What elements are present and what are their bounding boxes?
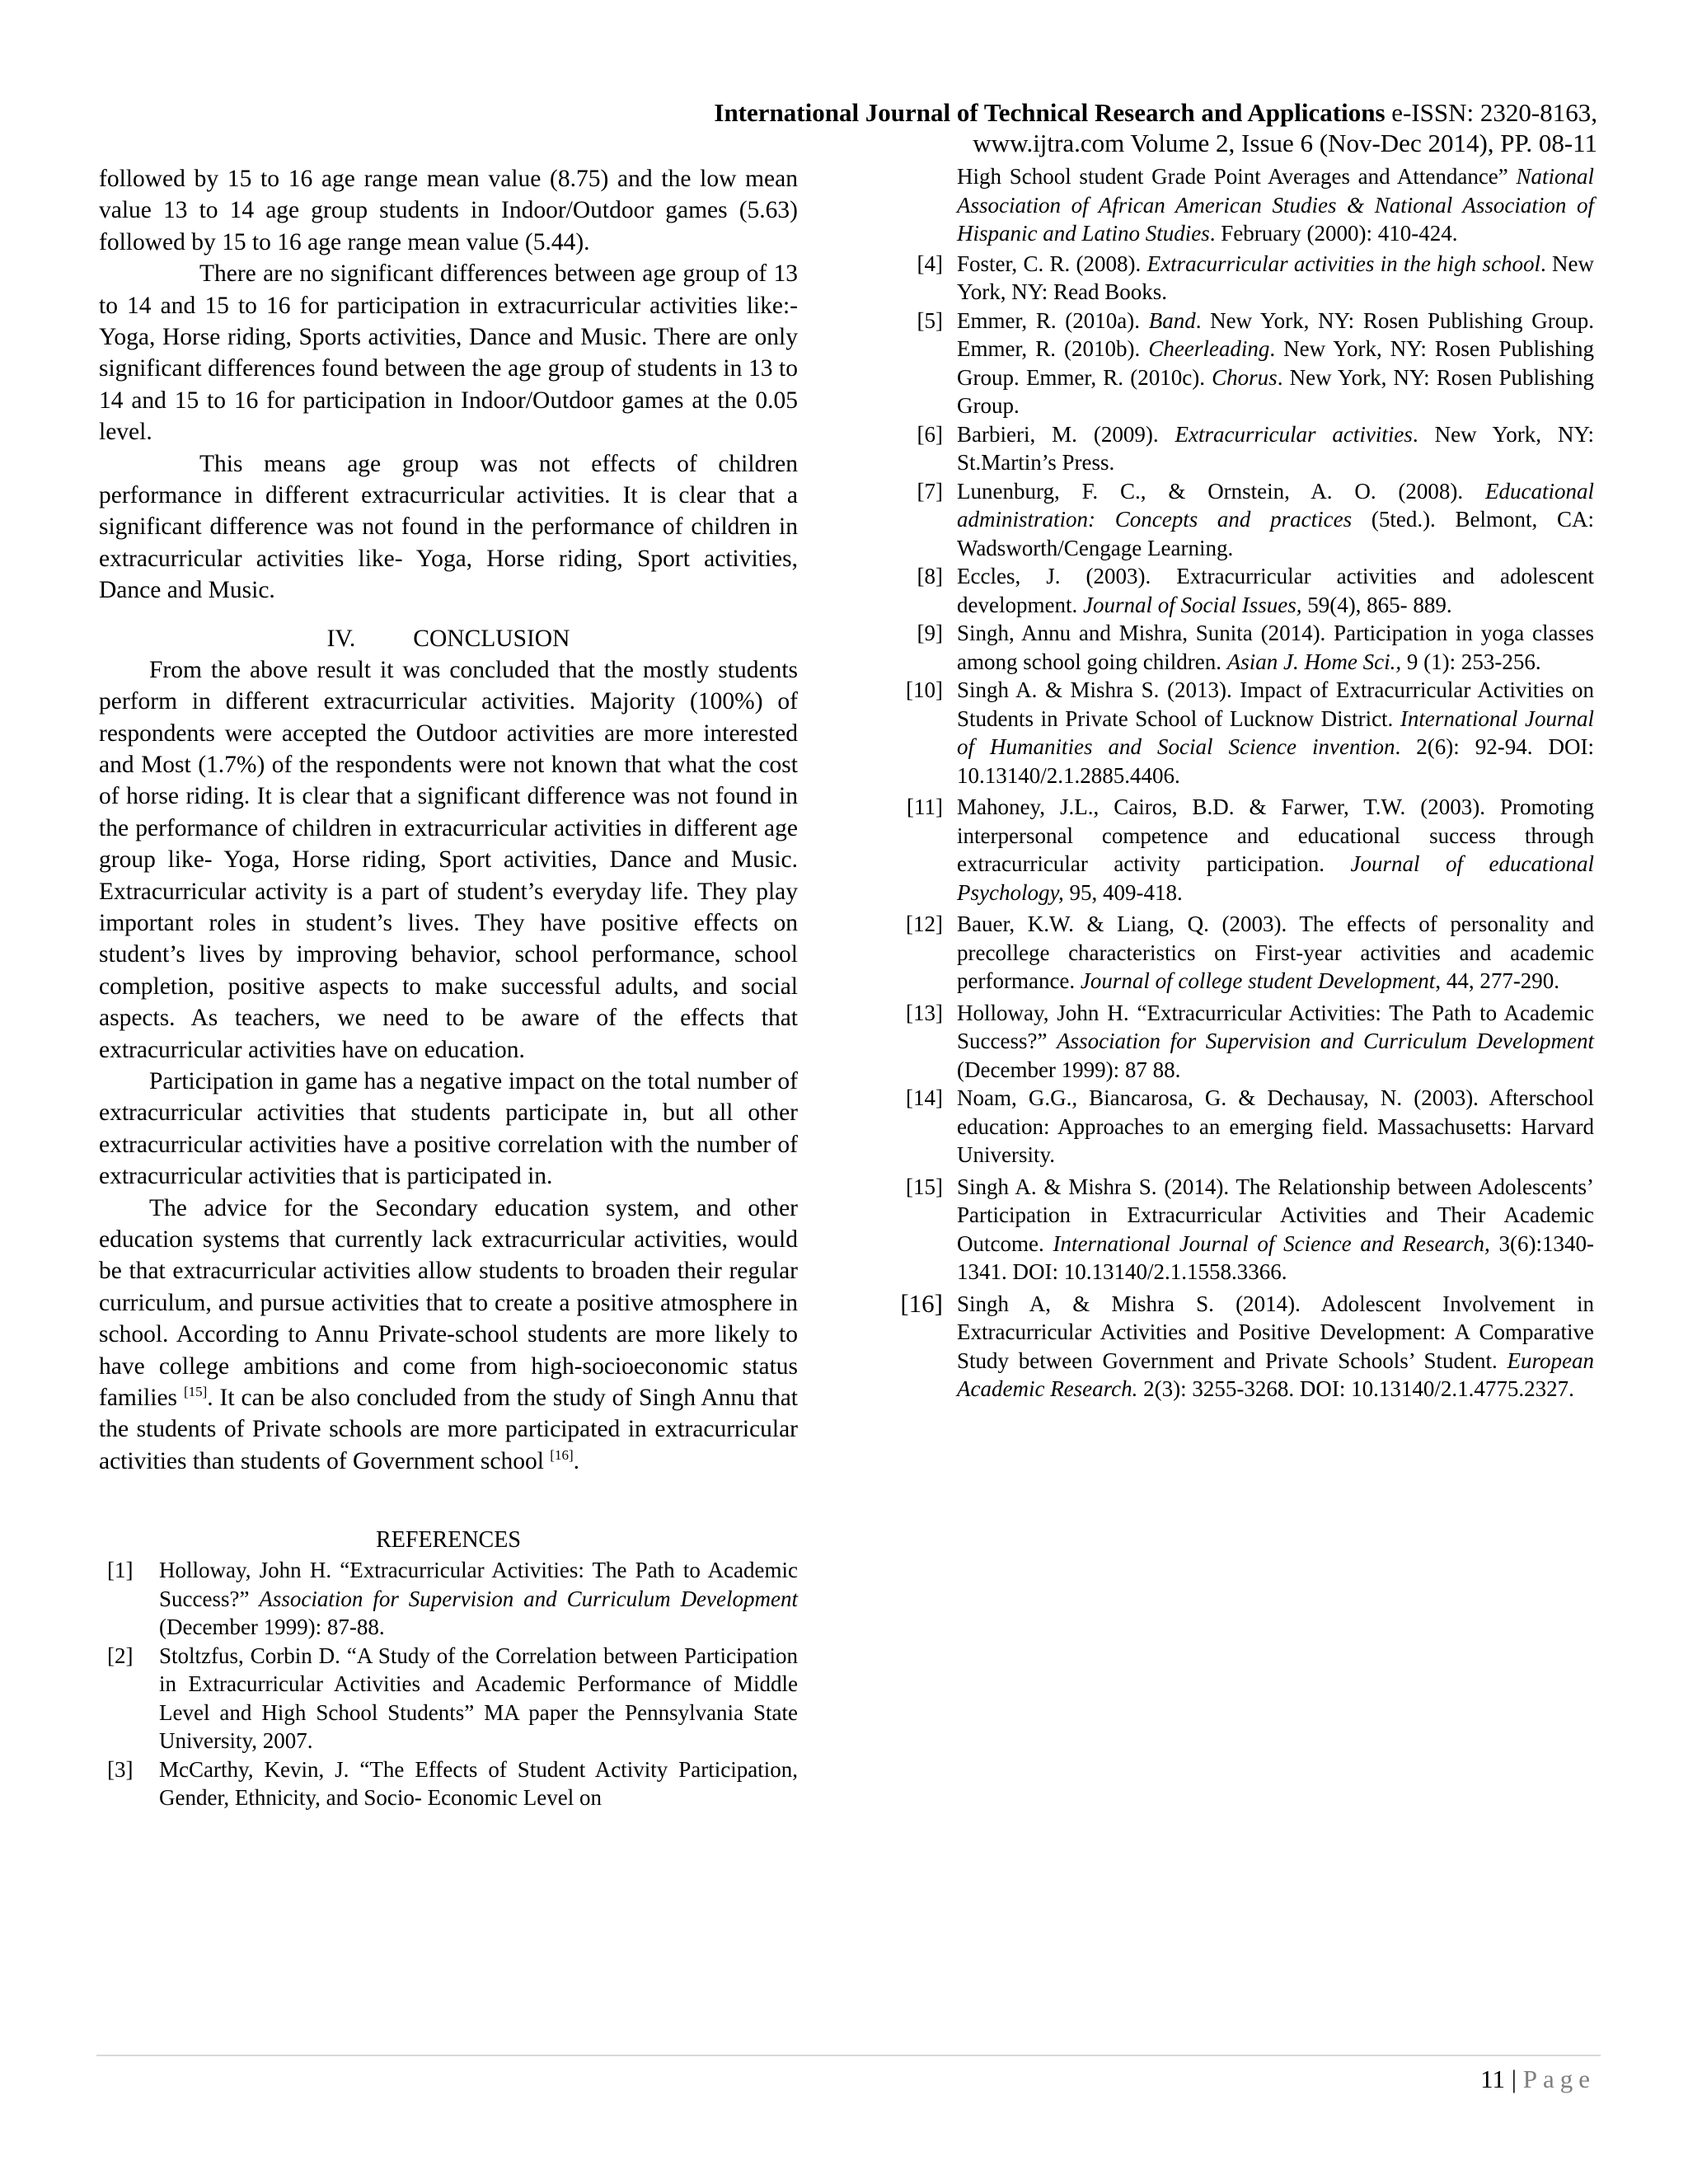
- reference-text-tail: 9 (1): 253-256.: [1401, 649, 1541, 674]
- reference-source: Association for Supervision and Curriculum Development: [259, 1586, 798, 1611]
- reference-item: [895, 793, 1594, 907]
- reference-number: [11]: [907, 794, 943, 819]
- reference-text: Singh A. & Mishra S. (2014). The Relationship between Adolescents’ Participation in Extracurricular Activities and Their Academic Outcome.: [957, 1174, 1594, 1256]
- advice-text-2: . It can be also concluded from the study of Singh Annu that the students of Private schools are more participated in extracurricular activities than students of Government school: [99, 1385, 798, 1474]
- reference-number: [5]: [917, 307, 943, 333]
- reference-item: [895, 999, 1594, 1085]
- reference-text: Foster, C. R. (2008).: [957, 251, 1147, 276]
- reference-source: Journal of Social Issues,: [1082, 592, 1302, 617]
- reference-number: [16]: [900, 1288, 943, 1318]
- page-number-value: 11 |: [1480, 2064, 1523, 2093]
- advice-text-3: .: [573, 1447, 579, 1474]
- reference-number: [2]: [107, 1643, 134, 1668]
- journal-header-line1: [526, 97, 1597, 128]
- reference-source: International Journal of Science and Research,: [1053, 1230, 1490, 1256]
- section-heading-conclusion: [99, 623, 798, 654]
- left-column: [99, 163, 798, 1812]
- reference-text-tail: (December 1999): 87 88.: [957, 1057, 1181, 1082]
- advice-text-1: The advice for the Secondary education system, and other education systems that currently lack extracurricular activities, would be that extracurricular activities allow students to broaden their regular curriculum, and pursue activities that to create a positive atmosphere in school. According to Annu Private-school students are more likely to have college ambitions and come from high-socioeconomic status families: [99, 1194, 798, 1412]
- reference-text: Singh A. & Mishra S. (2013). Impact of Extracurricular Activities on Students in Private School of Lucknow District.: [957, 677, 1594, 731]
- reference-source: International Journal of Humanities and Social Science invention: [957, 705, 1594, 759]
- reference-text: Mahoney, J.L., Cairos, B.D. & Farwer, T.W. (2003). Promoting interpersonal competence and educational success through extracurricular activity participation.: [957, 794, 1594, 876]
- reference-source: National Association of African American Studies & National Association of Hispanic and Latino Studies: [957, 164, 1594, 246]
- reference-number: [8]: [917, 564, 943, 588]
- reference-text-tail: . New York, NY: Rosen Publishing Group.: [957, 364, 1594, 418]
- section-number: IV.: [326, 625, 356, 652]
- right-column: [895, 162, 1594, 1404]
- reference-text: Eccles, J. (2003). Extracurricular activities and adolescent development.: [957, 564, 1594, 617]
- reference-text: Barbieri, M. (2009).: [957, 421, 1175, 447]
- reference-item: [895, 562, 1594, 619]
- paragraph-participation-game: Participation in game has a negative impact on the total number of extracurricular activities that students participate in, but all other extracurricular activities have a positive correlation with the number of extracurricular activities that is participated in.: [99, 1067, 798, 1190]
- reference-number: [4]: [917, 251, 943, 276]
- reference-source: Extracurricular activities: [1175, 421, 1413, 447]
- reference-item: [895, 250, 1594, 307]
- reference-item: [895, 910, 1594, 996]
- citation-16: [16]: [550, 1447, 574, 1464]
- reference-number: [10]: [906, 677, 943, 702]
- reference-text: McCarthy, Kevin, J. “The Effects of Student Activity Participation, Gender, Ethnicity, and Socio- Economic Level on: [159, 1756, 798, 1811]
- reference-text: Holloway, John H. “Extracurricular Activities: The Path to Academic Success?”: [957, 1000, 1594, 1053]
- reference-text-tail: . New York, NY: St.Martin’s Press.: [957, 421, 1594, 475]
- reference-number: [7]: [917, 478, 943, 504]
- reference-source: Extracurricular activities in the high school: [1146, 251, 1540, 276]
- reference-number: [12]: [906, 912, 943, 936]
- reference-text: Noam, G.G., Biancarosa, G. & Dechausay, N. (2003). Afterschool education: Approaches to an emerging field. Massachusetts: Harvard University.: [957, 1085, 1594, 1167]
- reference-source: European Academic Research.: [957, 1347, 1594, 1401]
- reference-source: Band: [1148, 307, 1196, 333]
- reference-item: [895, 619, 1594, 676]
- reference-source: Asian J. Home Sci.,: [1226, 649, 1402, 674]
- reference-item-continued: [895, 162, 1594, 248]
- reference-item: [895, 420, 1594, 477]
- reference-number: [6]: [917, 421, 943, 447]
- reference-text-tail: (December 1999): 87-88.: [159, 1615, 385, 1640]
- reference-text-tail: . New York, NY: Rosen Publishing Group. Emmer, R. (2010c).: [957, 336, 1594, 390]
- reference-number: [14]: [906, 1085, 943, 1110]
- reference-text: Singh A, & Mishra S. (2014). Adolescent Involvement in Extracurricular Activities and Positive Development: A Comparative Study between Government and Private Schools’ Student.: [957, 1291, 1594, 1373]
- reference-text: Singh, Annu and Mishra, Sunita (2014). Participation in yoga classes among school going children.: [957, 621, 1594, 674]
- reference-source: Educational administration: Concepts and practices: [957, 478, 1594, 532]
- paragraph-conclusion-main: From the above result it was concluded that the mostly students perform in different extracurricular activities. Majority (100%) of respondents were accepted the Outdoor activities are more interested and Most (1.7%) of the respondents were not known that what the cost of horse riding. It is clear that a significant difference was not found in the performance of children in extracurricular activities in different age group like- Yoga, Horse riding, Sport activities, Dance and Music. Extracurricular activity is a part of student’s everyday life. They play important roles in student’s lives. They have positive effects on student’s lives by improving behavior, school performance, school completion, positive aspects to make successful adults, and social aspects. As teachers, we need to be aware of the effects that extracurricular activities have on education.: [99, 656, 798, 1063]
- paragraph-results-continued: followed by 15 to 16 age range mean value (8.75) and the low mean value 13 to 14 age group students in Indoor/Outdoor games (5.63) followed by 15 to 16 age range mean value (5.44).: [99, 166, 798, 255]
- reference-item: [99, 1642, 798, 1755]
- reference-source: Chorus: [1212, 364, 1278, 390]
- reference-text: Emmer, R. (2010a).: [957, 307, 1149, 333]
- paragraph-age-group-effects: This means age group was not effects of children performance in different extracurricular activities. It is clear that a significant difference was not found in the performance of children in extracurricular activities like- Yoga, Horse riding, Sport activities, Dance and Music.: [99, 450, 798, 604]
- journal-title: International Journal of Technical Research and Applications: [714, 98, 1386, 127]
- page-label: Page: [1522, 2064, 1596, 2093]
- reference-text-tail: 95, 409-418.: [1063, 879, 1183, 905]
- reference-text-tail: . 2(6): 92-94. DOI: 10.13140/2.1.2885.4406.: [957, 734, 1595, 788]
- reference-number: [15]: [906, 1174, 943, 1199]
- section-title: CONCLUSION: [413, 625, 570, 652]
- reference-item: [895, 676, 1594, 790]
- reference-text-tail: (5ted.). Belmont, CA: Wadsworth/Cengage Learning.: [957, 507, 1594, 560]
- reference-text-tail: 3(6):1340-1341. DOI: 10.13140/2.1.1558.3366.: [957, 1230, 1594, 1284]
- paragraph-advice: [99, 1193, 798, 1478]
- reference-text-tail: 59(4), 865- 889.: [1301, 592, 1452, 617]
- reference-source: Association for Supervision and Curriculum Development: [1057, 1029, 1595, 1053]
- reference-text-tail: 2(3): 3255-3268. DOI: 10.13140/2.1.4775.2327.: [1137, 1376, 1574, 1401]
- reference-number: [1]: [107, 1558, 134, 1583]
- reference-source: Journal of educational Psychology,: [957, 851, 1595, 905]
- reference-item: [895, 477, 1594, 563]
- reference-number: [3]: [107, 1756, 134, 1782]
- page-number: [1480, 2064, 1596, 2095]
- reference-text: Lunenburg, F. C., & Ornstein, A. O. (2008).: [957, 478, 1486, 504]
- reference-number: [9]: [917, 621, 943, 645]
- reference-text-tail: . February (2000): 410-424.: [1209, 221, 1458, 246]
- references-heading: REFERENCES: [376, 1527, 521, 1554]
- reference-text-tail: , 44, 277-290.: [1435, 968, 1560, 993]
- footer-divider: [96, 2055, 1601, 2056]
- journal-volume-info: www.ijtra.com Volume 2, Issue 6 (Nov-Dec 2014), PP. 08-11: [973, 129, 1597, 157]
- journal-issn: e-ISSN: 2320-8163,: [1385, 98, 1597, 127]
- reference-number: [13]: [906, 1000, 943, 1025]
- reference-item: [895, 1084, 1594, 1169]
- reference-text: Stoltzfus, Corbin D. “A Study of the Correlation between Participation in Extracurricular Activities and Academic Performance of Middle Level and High School Students” MA paper the Pennsylvania State University, 2007.: [159, 1643, 798, 1754]
- reference-source: Cheerleading: [1148, 336, 1270, 361]
- reference-text: Holloway, John H. “Extracurricular Activities: The Path to Academic Success?”: [159, 1558, 798, 1611]
- reference-item: [895, 1173, 1594, 1286]
- citation-15: [15]: [183, 1384, 208, 1400]
- reference-item: [895, 307, 1594, 420]
- journal-header: [526, 97, 1597, 158]
- reference-item: [99, 1556, 798, 1642]
- reference-item: [99, 1755, 798, 1812]
- paragraph-no-significant-differences: There are no significant differences between age group of 13 to 14 and 15 to 16 for participation in extracurricular activities like:- Yoga, Horse riding, Sports activities, Dance and Music. There are only significant differences found between the age group of students in 13 to 14 and 15 to 16 for participation in Indoor/Outdoor games at the 0.05 level.: [99, 260, 798, 446]
- reference-item: [895, 1290, 1594, 1404]
- reference-source: Journal of college student Development: [1080, 968, 1436, 993]
- reference-text-tail: . New York, NY: Rosen Publishing Group. Emmer, R. (2010b).: [957, 307, 1594, 361]
- reference-text: High School student Grade Point Averages and Attendance”: [957, 164, 1517, 189]
- reference-text: Bauer, K.W. & Liang, Q. (2003). The effects of personality and precollege characteristics on First-year activities and academic performance.: [957, 912, 1594, 993]
- reference-text-tail: . New York, NY: Read Books.: [957, 251, 1595, 304]
